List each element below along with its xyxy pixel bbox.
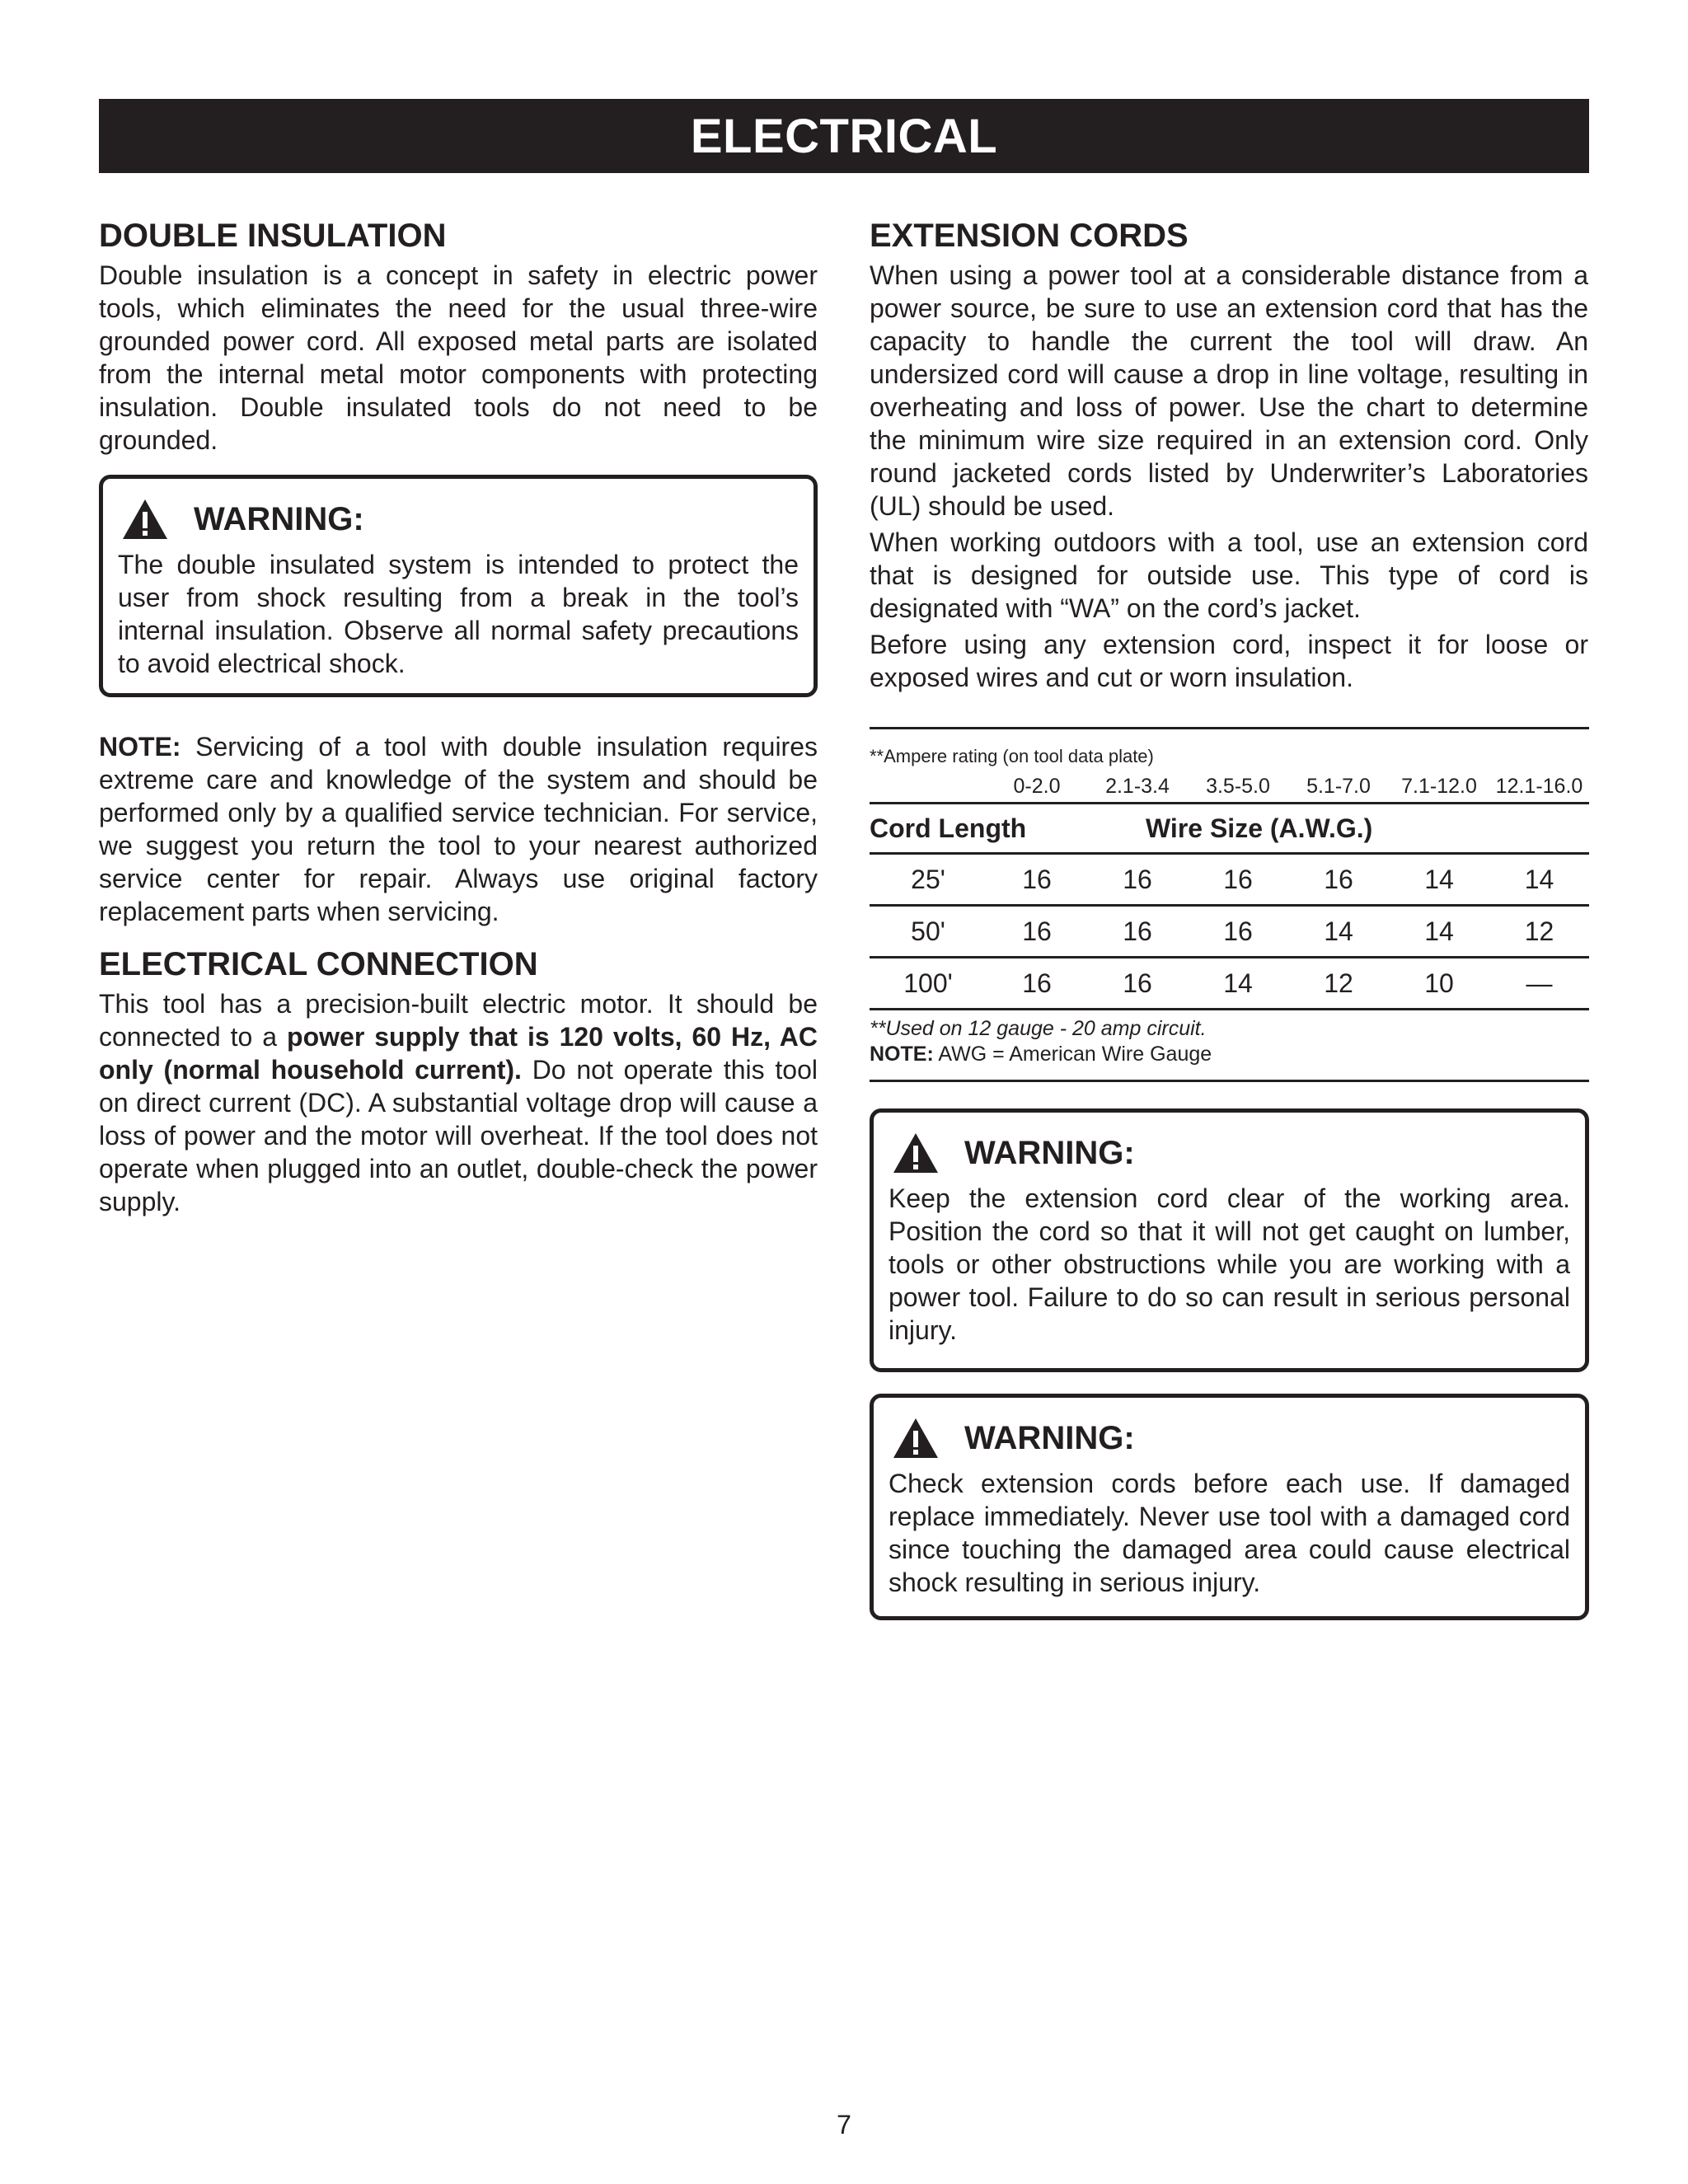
left-column xyxy=(99,216,818,1218)
amp-range: 3.5-5.0 xyxy=(1206,774,1270,798)
wire-size-cell: 12 xyxy=(1324,968,1353,998)
double-insulation-text: Double insulation is a concept in safety in electric power tools, which eliminates the need for the usual three-wire grounded power cord. All exposed metal parts are isolated from the internal metal motor components with protecting insulation. Double insulated tools do not need to be grounded. xyxy=(99,260,818,455)
connection-text-a: This tool has a precision-built electric motor. It should be connected to a xyxy=(99,989,818,1052)
table-row xyxy=(870,907,1589,958)
page-number: 7 xyxy=(837,2110,851,2139)
warning-label: WARNING: xyxy=(964,1419,1135,1456)
cord-length-cell: 100' xyxy=(903,968,953,998)
table-header-row xyxy=(870,802,1589,855)
table-footnote: **Used on 12 gauge - 20 amp circuit. xyxy=(870,1017,1207,1040)
amp-range: 2.1-3.4 xyxy=(1105,774,1170,798)
cord-length-header: Cord Length xyxy=(870,813,1027,843)
extension-cords-para3: Before using any extension cord, inspect it for loose or exposed wires and cut or worn insulation. xyxy=(870,630,1588,692)
warning-text: Keep the extension cord clear of the working area. Position the cord so that it will not get caught on lumber, tools or other obstructions while you are working with a power tool. Failure to do so can result in serious personal injury. xyxy=(889,1183,1570,1345)
wire-size-cell: 16 xyxy=(1223,916,1253,946)
wire-size-cell: 14 xyxy=(1324,916,1353,946)
note-label: NOTE: xyxy=(99,732,181,762)
table-note-text: AWG = American Wire Gauge xyxy=(933,1043,1212,1066)
wire-size-cell: — xyxy=(1526,968,1553,998)
double-insulation-heading: DOUBLE INSULATION xyxy=(99,218,447,254)
table-row xyxy=(870,958,1589,1010)
wire-size-cell: 16 xyxy=(1022,916,1052,946)
warning-box-extension-cord-clear xyxy=(870,1108,1589,1372)
wire-size-header: Wire Size (A.W.G.) xyxy=(1146,813,1373,843)
extension-cord-table xyxy=(870,727,1589,1620)
wire-size-cell: 10 xyxy=(1424,968,1454,998)
connection-text-b: Do not operate this tool on direct current (DC). A substantial voltage drop will cause a loss of power and the motor will overheat. If the tool does not operate when plugged into an outlet, double-check the power supply. xyxy=(99,1055,818,1216)
wire-size-cell: 16 xyxy=(1022,864,1052,894)
right-column xyxy=(870,216,1588,694)
warning-triangle-icon xyxy=(892,1417,940,1460)
table-note xyxy=(870,1043,1589,1082)
amp-range: 5.1-7.0 xyxy=(1306,774,1371,798)
wire-size-cell: 14 xyxy=(1424,864,1454,894)
warning-header xyxy=(118,490,799,548)
electrical-connection-text xyxy=(99,987,818,1218)
warning-text: The double insulated system is intended to protect the user from shock resulting from a break in the tool’s internal insulation. Observe all normal safety precautions to avoid electrical shock. xyxy=(118,550,799,678)
cord-length-cell: 50' xyxy=(911,916,945,946)
warning-header xyxy=(889,1409,1570,1467)
wire-size-cell: 16 xyxy=(1324,864,1353,894)
wire-size-cell: 12 xyxy=(1524,916,1554,946)
wire-size-cell: 16 xyxy=(1123,864,1152,894)
warning-label: WARNING: xyxy=(194,500,364,537)
note-text: Servicing of a tool with double insulation requires extreme care and knowledge of the system and should be performed only by a qualified service technician. For service, we suggest you return the tool to your nearest authorized service center for repair. Always use original factory replacement parts when servicing. xyxy=(99,732,818,926)
warning-text: Check extension cords before each use. If damaged replace immediately. Never use tool with a damaged cord since touching the damaged area could cause electrical shock resulting in serious injury. xyxy=(889,1469,1570,1597)
wire-size-cell: 14 xyxy=(1524,864,1554,894)
warning-box-check-cords xyxy=(870,1394,1589,1620)
warning-label: WARNING: xyxy=(964,1134,1135,1171)
amp-range: 12.1-16.0 xyxy=(1495,774,1583,798)
service-note xyxy=(99,730,818,928)
connection-text-bold: power supply that is 120 volts, 60 Hz, AC only (normal household current). xyxy=(99,1022,818,1085)
warning-header xyxy=(889,1124,1570,1182)
wire-size-cell: 16 xyxy=(1123,968,1152,998)
electrical-connection-heading: ELECTRICAL CONNECTION xyxy=(99,946,538,982)
amp-range: 0-2.0 xyxy=(1013,774,1061,798)
amp-range: 7.1-12.0 xyxy=(1401,774,1477,798)
wire-size-cell: 14 xyxy=(1424,916,1454,946)
extension-cords-para1: When using a power tool at a considerable distance from a power source, be sure to use an extension cord that has the capacity to handle the current the tool will draw. An undersized cord will cause a drop in line voltage, resulting in overheating and loss of power. Use the chart to determine the minimum wire size required in an extension cord. Only round jacketed cords listed by Underwriter’s Laboratories (UL) should be used. xyxy=(870,260,1588,521)
section-banner xyxy=(99,99,1589,173)
extension-cords-heading: EXTENSION CORDS xyxy=(870,218,1189,254)
extension-cords-para2: When working outdoors with a tool, use an extension cord that is designed for outside use. This type of cord is designated with “WA” on the cord’s jacket. xyxy=(870,527,1588,623)
ampere-range-row xyxy=(870,771,1589,802)
warning-box-double-insulation xyxy=(99,475,818,697)
wire-size-cell: 16 xyxy=(1123,916,1152,946)
warning-triangle-icon xyxy=(892,1132,940,1174)
ampere-rating-title: **Ampere rating (on tool data plate) xyxy=(870,746,1154,766)
wire-size-cell: 14 xyxy=(1223,968,1253,998)
warning-triangle-icon xyxy=(121,498,169,541)
wire-size-cell: 16 xyxy=(1223,864,1253,894)
table-note-label: NOTE: xyxy=(870,1043,934,1066)
cord-length-cell: 25' xyxy=(911,864,945,894)
table-row xyxy=(870,855,1589,907)
section-title: ELECTRICAL xyxy=(690,109,998,163)
wire-size-cell: 16 xyxy=(1022,968,1052,998)
